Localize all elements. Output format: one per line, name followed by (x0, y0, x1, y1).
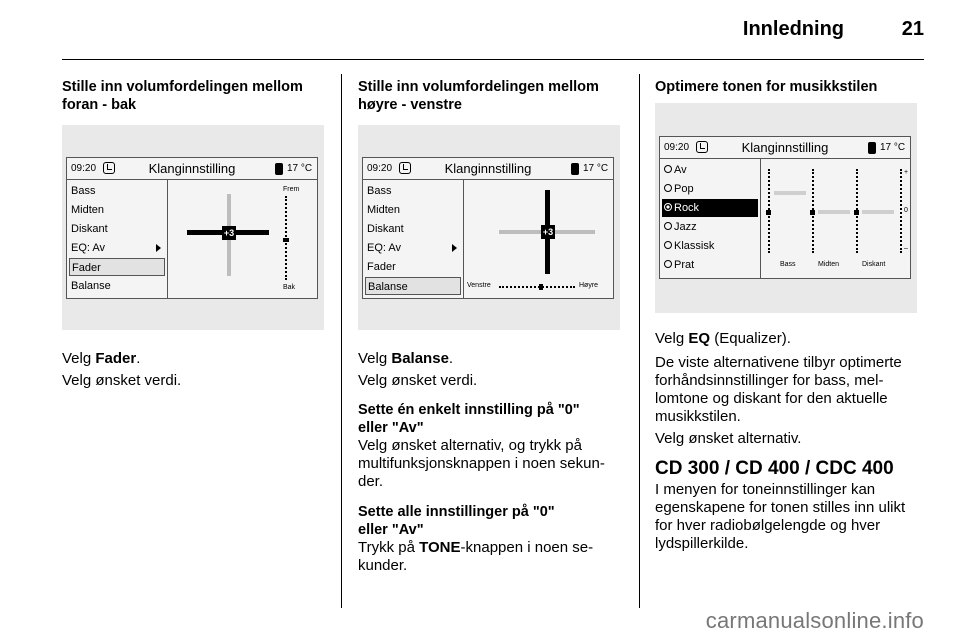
balance-marker[interactable]: +3 (542, 227, 554, 237)
text-fragment: (Equalizer). (710, 330, 791, 347)
tone-menu (67, 180, 168, 298)
balance-label-left: Venstre (467, 282, 491, 289)
text-line: musikkstilen. (655, 408, 741, 425)
column-divider-2 (639, 74, 640, 608)
arrow-right-icon (156, 244, 161, 252)
subheading-single-reset (358, 401, 580, 437)
preset-av[interactable] (662, 161, 758, 179)
fader-label-front: Frem (283, 186, 300, 193)
screen-title: Klanginnstilling (148, 161, 236, 176)
radio-icon (664, 184, 672, 192)
menu-item-eq[interactable] (69, 239, 165, 257)
step-select-fader (62, 350, 140, 368)
balance-screen-image (358, 125, 620, 330)
section-heading-balance: Stille inn volumfordelingen mellom høyre - venstre (358, 79, 599, 113)
site-watermark: carmanualsonline.info (705, 608, 924, 633)
preset-label: Av (674, 164, 687, 176)
menu-item-fader[interactable]: Fader (69, 258, 165, 276)
screen-title: Klanginnstilling (444, 161, 532, 176)
radio-icon (664, 260, 672, 268)
bold-term: Balanse (391, 350, 449, 367)
bold-term: TONE (419, 539, 461, 556)
menu-item-balanse[interactable]: Balanse (365, 277, 461, 295)
eq-scale-minus: – (904, 245, 908, 252)
text-fragment: . (448, 350, 454, 367)
chapter-title: Innledning (742, 18, 844, 40)
step-select-eq (655, 330, 791, 348)
bold-term: Fader (95, 350, 137, 367)
text-fragment: Velg (655, 330, 689, 347)
eq-scale-zero: 0 (904, 207, 908, 214)
preset-klassisk[interactable] (662, 237, 758, 255)
thermometer-icon (868, 142, 876, 154)
radio-selected-icon (664, 203, 672, 211)
screen-time: 09:20 (664, 142, 690, 153)
menu-item-midten[interactable]: Midten (367, 204, 401, 216)
subheading-line: eller "Av" (358, 522, 424, 538)
all-reset-text (358, 539, 593, 575)
menu-item-eq-label: EQ: Av (367, 242, 402, 254)
menu-item-fader[interactable]: Fader (367, 261, 396, 273)
screen-time: 09:20 (367, 163, 393, 174)
header-divider (62, 59, 924, 60)
page-header (0, 0, 960, 60)
fader-label-back: Bak (283, 284, 296, 291)
menu-item-eq-label: EQ: Av (71, 242, 106, 254)
text-line: lomtone og diskant for den aktuelle (655, 390, 888, 407)
radio-icon (664, 165, 672, 173)
balance-label-right: Høyre (579, 282, 599, 289)
text-line: kunder. (358, 557, 408, 574)
radio-icon (664, 222, 672, 230)
screen-topbar (363, 158, 613, 180)
text-fragment: Velg (62, 350, 96, 367)
text-fragment: . (136, 350, 141, 367)
eq-preset-menu (660, 159, 761, 278)
balance-scale (499, 286, 575, 288)
fader-screen-image (62, 125, 324, 330)
cd-models-heading: CD 300 / CD 400 / CDC 400 (655, 458, 894, 479)
screen-topbar (67, 158, 317, 180)
screen-temperature: 17 °C (880, 142, 906, 153)
subheading-line: Sette én enkelt innstilling på "0" (358, 402, 580, 418)
screen-title: Klanginnstilling (741, 140, 829, 155)
eq-scale-plus: + (904, 169, 909, 176)
screen-temperature: 17 °C (287, 163, 313, 174)
eq-midten-level (810, 210, 815, 215)
eq-description (655, 354, 902, 426)
preset-label: Pop (674, 183, 694, 195)
column-divider-1 (341, 74, 342, 608)
step-select-value: Velg ønsket verdi. (62, 372, 182, 389)
text-fragment: -knappen i noen se- (460, 539, 594, 556)
eq-screen (659, 136, 911, 279)
preset-rock[interactable] (662, 199, 758, 217)
eq-diskant-level (854, 210, 859, 215)
subheading-line: Sette alle innstillinger på "0" (358, 504, 555, 520)
balance-scale-marker (539, 284, 543, 290)
eq-bar-bass (774, 191, 806, 195)
text-line: I menyen for toneinnstillinger kan (655, 481, 876, 498)
eq-label-midten: Midten (818, 261, 840, 268)
screen-temperature: 17 °C (583, 163, 609, 174)
preset-prat[interactable] (662, 256, 758, 274)
page-number: 21 (901, 18, 924, 40)
section-heading-eq: Optimere tonen for musikkstilen (655, 79, 878, 95)
screen-time: 09:20 (71, 163, 97, 174)
cd-models-text (655, 481, 905, 553)
preset-jazz[interactable] (662, 218, 758, 236)
single-reset-text (358, 437, 605, 491)
fader-scale-marker (283, 238, 289, 242)
fader-screen (66, 157, 318, 299)
menu-item-bass[interactable]: Bass (71, 185, 96, 197)
menu-item-balanse[interactable]: Balanse (71, 280, 111, 292)
fader-marker[interactable]: +3 (223, 228, 235, 238)
preset-label: Prat (674, 259, 695, 271)
eq-bar-diskant (862, 210, 894, 214)
tone-menu (363, 180, 464, 298)
balance-screen (362, 157, 614, 299)
menu-item-diskant[interactable]: Diskant (71, 223, 108, 235)
text-line: De viste alternativene tilbyr optimerte (655, 354, 902, 371)
eq-bass-level (766, 210, 771, 215)
text-fragment: Trykk på (358, 539, 420, 556)
menu-item-midten[interactable]: Midten (71, 204, 105, 216)
menu-item-bass[interactable]: Bass (367, 185, 392, 197)
eq-screen-image (655, 103, 917, 313)
preset-label: Jazz (674, 221, 697, 233)
text-line (358, 539, 593, 557)
eq-label-bass: Bass (780, 261, 796, 268)
menu-item-eq[interactable] (365, 239, 461, 257)
preset-label: Klassisk (674, 240, 715, 252)
section-heading-fader: Stille inn volumfordelingen mellom foran - bak (62, 79, 303, 113)
preset-label: Rock (674, 202, 700, 214)
subheading-line: eller "Av" (358, 420, 424, 436)
thermometer-icon (275, 163, 283, 175)
eq-bar-midten (818, 210, 850, 214)
eq-label-diskant: Diskant (862, 261, 886, 268)
radio-icon (664, 241, 672, 249)
arrow-right-icon (452, 244, 457, 252)
preset-pop[interactable] (662, 180, 758, 198)
step-select-value: Velg ønsket verdi. (358, 372, 478, 389)
step-select-balance (358, 350, 453, 368)
subheading-all-reset (358, 503, 555, 539)
text-line: lydspillerkilde. (655, 535, 749, 552)
text-line: for hver radiobølgelengde og hver (655, 517, 881, 534)
bold-term: EQ (688, 330, 711, 347)
thermometer-icon (571, 163, 579, 175)
step-select-option: Velg ønsket alternativ. (655, 430, 802, 447)
text-line: Velg ønsket alternativ, og trykk på (358, 437, 582, 454)
eq-track (900, 169, 902, 253)
text-fragment: Velg (358, 350, 392, 367)
menu-item-diskant[interactable]: Diskant (367, 223, 404, 235)
text-line: egenskapene for tonen stilles inn ulikt (655, 499, 906, 516)
text-line: multifunksjonsknappen i noen sekun- (358, 455, 605, 472)
screen-topbar (660, 137, 910, 159)
text-line: der. (358, 473, 384, 490)
text-line: forhåndsinnstillinger for bass, mel- (655, 372, 884, 389)
